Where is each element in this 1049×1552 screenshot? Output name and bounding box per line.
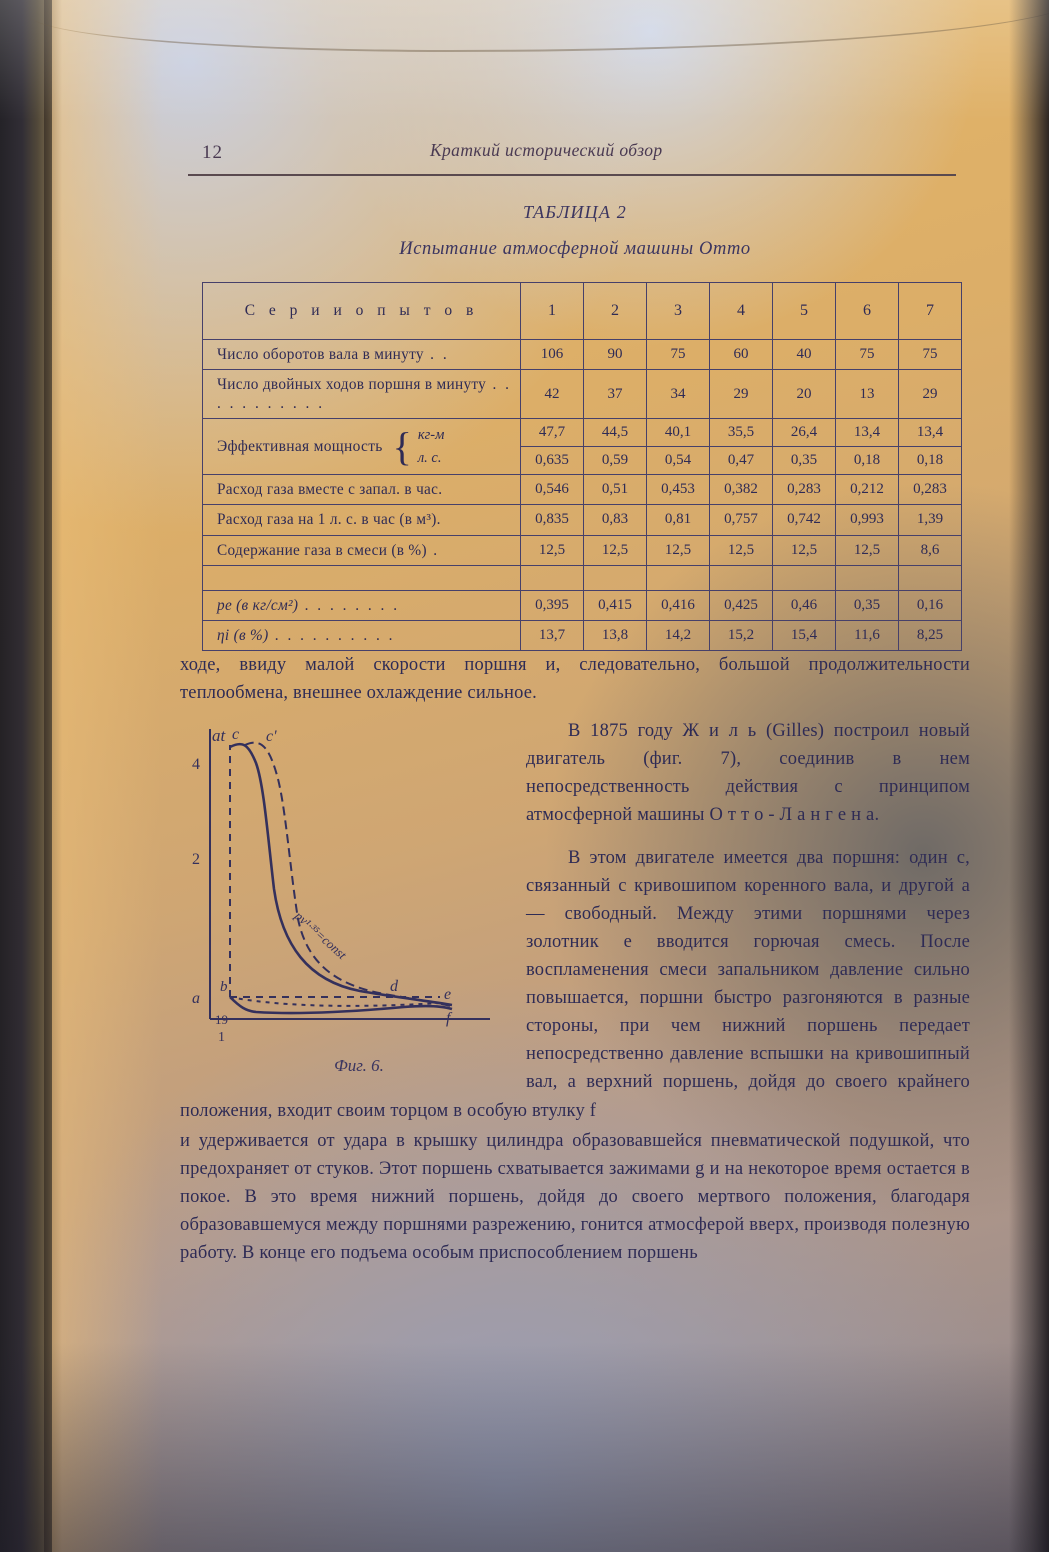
label-1: 1 [218, 1030, 225, 1046]
leader-dots: . . . . . . . . . . . [217, 376, 512, 413]
cell: 26,4 [773, 419, 836, 447]
table-row [203, 475, 962, 505]
spacer-cell [584, 565, 647, 590]
label-19: 19 [215, 1012, 228, 1028]
table-column-5: 5 [773, 283, 836, 340]
cell: 13,4 [899, 419, 962, 447]
cell: 15,2 [710, 620, 773, 650]
indicator-diagram-svg [190, 719, 508, 1049]
table-caption-number: ТАБЛИЦА 2 [523, 202, 627, 222]
table-column-7: 7 [899, 283, 962, 340]
row-label-gas-consumption-hour [203, 475, 521, 505]
spacer-cell [647, 565, 710, 590]
cell: 0,35 [773, 447, 836, 475]
table-column-6: 6 [836, 283, 899, 340]
spacer-cell [203, 565, 521, 590]
paragraph-above-figure: ходе, ввиду малой скорости поршня и, следовательно, большой продолжительности теплообмена, внешнее охлаждение сильное. [180, 654, 970, 703]
cell: 0,16 [899, 590, 962, 620]
paragraph-engine-description: В этом двигателе имеется два поршня: один c, связанный с кривошипом коренного вала, и другой a — свободный. Между этими поршнями через золотник e вводится горючая смесь. После воспламенения смеси запальником давление сильно повышается, поршни быстро разгоняются в разные стороны, при чем нижний поршень передает непосредственно давление вспышки на кривошипный вал, а верхний поршень, дойдя до своего крайнего положения, входит своим торцом в особую втулку f [180, 847, 970, 1121]
row-label-text: Число двойных ходов поршня в минуту [217, 376, 487, 394]
label-at: at [212, 726, 226, 746]
running-head [180, 140, 970, 170]
table-caption-title: Испытание атмосферной машины Отто [399, 239, 751, 259]
unit-kgm: кг-м [417, 427, 445, 444]
cell: 0,742 [773, 505, 836, 535]
row-label-eta [203, 620, 521, 650]
cell: 0,283 [899, 475, 962, 505]
table-row [203, 370, 962, 419]
row-label-text: Эффективная мощность [217, 437, 383, 455]
figure-caption: Фиг. 6. [334, 1056, 384, 1076]
table-spacer-row [203, 565, 962, 590]
row-label-text: Расход газа вместе с запал. в час. [217, 481, 443, 499]
cell: 75 [899, 340, 962, 370]
cell: 0,416 [647, 590, 710, 620]
cell: 47,7 [521, 419, 584, 447]
label-curve-annotation: pv¹·³⁵=const [291, 908, 350, 963]
cell: 0,51 [584, 475, 647, 505]
cell: 0,453 [647, 475, 710, 505]
folio-number: 12 [202, 142, 223, 163]
cell: 8,6 [899, 535, 962, 565]
row-label-effective-power [203, 419, 521, 475]
table-header-label: С е р и и о п ы т о в [203, 283, 521, 340]
label-c: c [232, 726, 240, 744]
label-e: e [444, 986, 452, 1004]
table-column-2: 2 [584, 283, 647, 340]
row-label-pe [203, 590, 521, 620]
cell: 90 [584, 340, 647, 370]
cell: 75 [647, 340, 710, 370]
cell: 0,382 [710, 475, 773, 505]
cell: 0,757 [710, 505, 773, 535]
left-glow [52, 0, 162, 1552]
cell: 0,54 [647, 447, 710, 475]
row-label-text: pe (в кг/см²) [217, 596, 299, 614]
cell: 34 [647, 370, 710, 419]
brace-icon: { [392, 423, 412, 469]
bottom-shadow [0, 1342, 1049, 1552]
figure-block [180, 717, 970, 1125]
cell: 0,47 [710, 447, 773, 475]
unit-hp: л. с. [417, 449, 442, 466]
cell: 106 [521, 340, 584, 370]
label-2: 2 [192, 851, 200, 869]
cell: 8,25 [899, 620, 962, 650]
cell: 14,2 [647, 620, 710, 650]
spacer-cell [836, 565, 899, 590]
leader-dots: . [426, 541, 440, 559]
cell: 40,1 [647, 419, 710, 447]
cell: 0,46 [773, 590, 836, 620]
cell: 35,5 [710, 419, 773, 447]
header-rule [188, 174, 956, 176]
cell: 0,395 [521, 590, 584, 620]
cell: 0,546 [521, 475, 584, 505]
cell: 12,5 [647, 535, 710, 565]
spacer-cell [710, 565, 773, 590]
page-content [180, 140, 970, 1267]
cell: 0,283 [773, 475, 836, 505]
page-top-curl [30, 0, 1049, 52]
cell: 0,59 [584, 447, 647, 475]
row-label-text: ηi (в %) [217, 626, 269, 644]
table-row [203, 590, 962, 620]
leader-dots: . . . . . . . . . . [268, 626, 395, 644]
paragraph-tail-block [180, 1127, 970, 1268]
cell: 40 [773, 340, 836, 370]
cell: 12,5 [710, 535, 773, 565]
table-column-1: 1 [521, 283, 584, 340]
cell: 12,5 [773, 535, 836, 565]
table-column-4: 4 [710, 283, 773, 340]
row-label-rpm [203, 340, 521, 370]
cell: 20 [773, 370, 836, 419]
row-label-gas-content [203, 535, 521, 565]
cell: 0,83 [584, 505, 647, 535]
label-4: 4 [192, 756, 200, 774]
cell: 13,8 [584, 620, 647, 650]
cell: 42 [521, 370, 584, 419]
table-row [203, 505, 962, 535]
cell: 0,18 [836, 447, 899, 475]
table-row [203, 620, 962, 650]
cell: 44,5 [584, 419, 647, 447]
cell: 0,415 [584, 590, 647, 620]
leader-dots: . . . . . . . . [298, 596, 400, 614]
table-row-power-kgm [203, 419, 962, 447]
paragraph-continued: и удерживается от удара в крышку цилиндра образовавшейся пневматической подушкой, что предохраняет от стуков. Этот поршень схватывается зажимами g и на некоторое время остается в покое. В это время нижний поршень, дойдя до своего мертвого положения, благодаря образовавшемуся между поршнями разрежению, гонится атмосферой вверх, производя полезную работу. В конце его подъема особым приспособлением поршень [180, 1130, 970, 1264]
right-page-edge [1009, 0, 1049, 1552]
cell: 0,212 [836, 475, 899, 505]
cell: 60 [710, 340, 773, 370]
row-label-double-strokes [203, 370, 521, 419]
cell: 12,5 [836, 535, 899, 565]
spacer-cell [521, 565, 584, 590]
table-header-row [203, 283, 962, 340]
cell: 13,4 [836, 419, 899, 447]
row-label-text: Расход газа на 1 л. с. в час (в м³). [217, 511, 441, 529]
label-b: b [220, 979, 228, 996]
gutter-shadow [44, 0, 62, 1552]
row-label-text: Число оборотов вала в минуту [217, 346, 424, 363]
label-c-prime: c' [266, 728, 277, 746]
cell: 29 [710, 370, 773, 419]
cell: 0,81 [647, 505, 710, 535]
cell: 1,39 [899, 505, 962, 535]
table-column-3: 3 [647, 283, 710, 340]
cell: 11,6 [836, 620, 899, 650]
cell: 29 [899, 370, 962, 419]
paragraph-gilles: В 1875 году Ж и л ь (Gilles) построил новый двигатель (фиг. 7), соединив в нем непосредственность действия с принципом атмосферной машины О т т о - Л а н г е н а. [526, 721, 970, 826]
cell: 0,18 [899, 447, 962, 475]
row-label-text: Содержание газа в смеси (в %) [217, 541, 427, 559]
cell: 75 [836, 340, 899, 370]
cell: 0,35 [836, 590, 899, 620]
running-head-title: Краткий исторический обзор [430, 140, 663, 160]
cell: 13 [836, 370, 899, 419]
table-row [203, 340, 962, 370]
cell: 37 [584, 370, 647, 419]
cell: 15,4 [773, 620, 836, 650]
cell: 12,5 [584, 535, 647, 565]
table-row [203, 535, 962, 565]
experiment-table [202, 282, 962, 651]
figure-6 [190, 719, 508, 1076]
label-d: d [390, 978, 398, 996]
curve-solid-expansion [230, 744, 452, 1005]
cell: 0,635 [521, 447, 584, 475]
cell: 0,425 [710, 590, 773, 620]
curve-dashed-theoretical [245, 743, 454, 1007]
label-f: f [446, 1010, 451, 1028]
cell: 13,7 [521, 620, 584, 650]
cell: 0,993 [836, 505, 899, 535]
spacer-cell [773, 565, 836, 590]
spacer-cell [899, 565, 962, 590]
cell: 12,5 [521, 535, 584, 565]
leader-dots: . . [423, 346, 450, 363]
row-label-gas-per-hp [203, 505, 521, 535]
label-a: a [192, 990, 200, 1008]
cell: 0,835 [521, 505, 584, 535]
